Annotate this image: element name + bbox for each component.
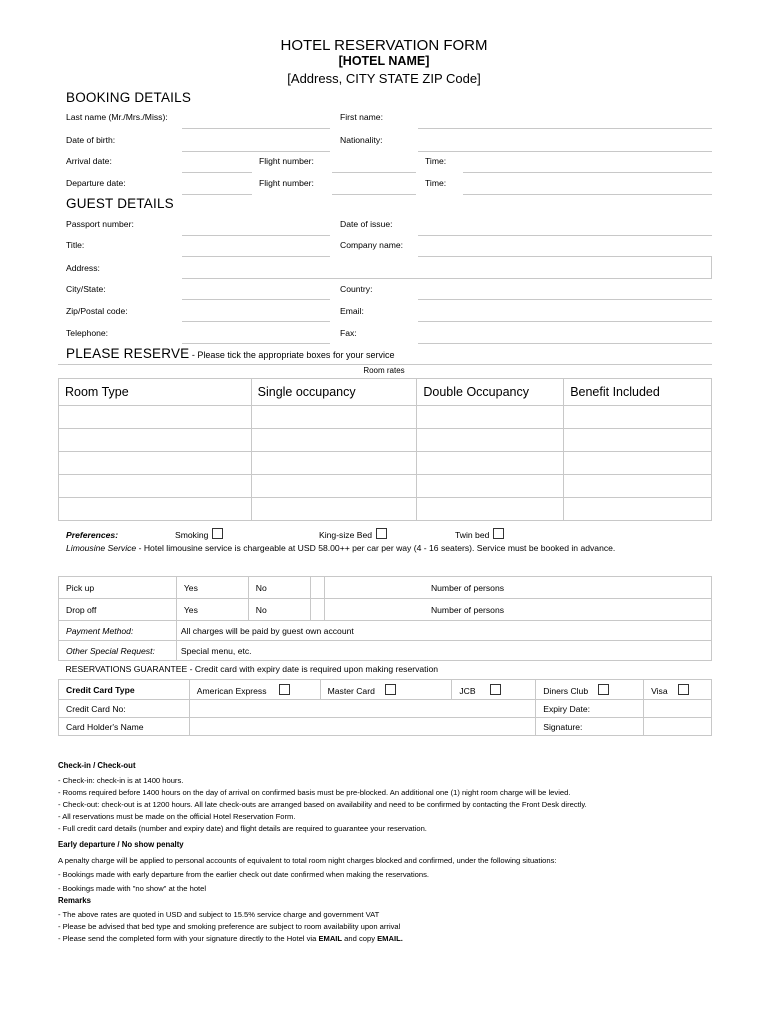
table-cell — [324, 599, 424, 621]
expiry-field[interactable] — [644, 700, 712, 718]
table-cell[interactable] — [59, 498, 252, 521]
limousine-label: Limousine Service — [66, 543, 137, 553]
pickup-no[interactable]: No — [248, 577, 310, 599]
please-reserve-note: - Please tick the appropriate boxes for your service — [189, 350, 395, 360]
penalty-note: A penalty charge will be applied to personal accounts of equivalent to total room night charges blocked and confirmed, under the following situations: — [58, 856, 557, 865]
credit-card-table — [58, 679, 712, 736]
card-holder-field[interactable] — [189, 718, 535, 736]
city-label: City/State: — [66, 284, 106, 294]
card-holder-label: Card Holder's Name — [59, 718, 190, 736]
table-cell[interactable] — [417, 498, 564, 521]
payment-row — [59, 621, 712, 641]
jcb-checkbox[interactable] — [490, 684, 501, 695]
mastercard-label: Master Card — [327, 685, 375, 696]
checkin-heading: Check-in / Check-out — [58, 761, 136, 770]
penalty-note: - Bookings made with early departure from the earlier check out date confirmed when making the reservations. — [58, 870, 430, 879]
arrival-time-field[interactable] — [463, 172, 712, 173]
card-type-label: Credit Card Type — [59, 680, 190, 700]
card-type-row — [59, 680, 712, 700]
diners-label: Diners Club — [543, 685, 589, 696]
smoking-option[interactable] — [175, 528, 223, 540]
first-name-field[interactable] — [418, 128, 712, 129]
table-cell[interactable] — [251, 406, 417, 429]
king-bed-label: King-size Bed — [319, 530, 373, 540]
jcb-option[interactable] — [452, 680, 536, 700]
table-cell[interactable] — [564, 475, 712, 498]
nationality-label: Nationality: — [340, 135, 383, 145]
card-number-label: Credit Card No: — [59, 700, 190, 718]
signature-field[interactable] — [644, 718, 712, 736]
table-cell[interactable] — [564, 406, 712, 429]
dropoff-no[interactable]: No — [248, 599, 310, 621]
remarks-final-note — [58, 933, 718, 945]
table-cell[interactable] — [59, 429, 252, 452]
remarks-note: - Please be advised that bed type and smoking preference are subject to room availability upon arrival — [58, 922, 401, 931]
card-number-field[interactable] — [189, 700, 535, 718]
diners-option[interactable] — [536, 680, 644, 700]
arrival-time-label: Time: — [425, 156, 447, 166]
arrival-flight-field[interactable] — [332, 172, 416, 173]
dropoff-row — [59, 599, 712, 621]
remarks-heading: Remarks — [58, 896, 91, 905]
table-cell[interactable] — [59, 406, 252, 429]
date-of-issue-label: Date of issue: — [340, 219, 393, 229]
table-cell — [310, 577, 324, 599]
table-cell[interactable] — [564, 452, 712, 475]
room-rates-header-row — [59, 379, 712, 406]
table-cell — [310, 599, 324, 621]
email-field[interactable] — [418, 321, 712, 322]
dropoff-yes[interactable]: Yes — [176, 599, 248, 621]
checkin-note: - Full credit card details (number and expiry date) and flight details are required to guarantee your reservation. — [58, 824, 427, 833]
special-request-value[interactable]: Special menu, etc. — [176, 641, 711, 661]
departure-time-label: Time: — [425, 178, 447, 188]
special-request-label: Other Special Request: — [59, 641, 177, 661]
table-cell[interactable] — [564, 498, 712, 521]
passport-field[interactable] — [182, 235, 330, 236]
amex-label: American Express — [196, 685, 267, 696]
checkin-note: - Rooms required before 1400 hours on the day of arrival on confirmed basis must be pre-blocked. An additional one (1) night room charge will be levied. — [58, 788, 571, 797]
table-cell[interactable] — [417, 406, 564, 429]
email-label: Email: — [340, 306, 364, 316]
table-cell[interactable] — [251, 498, 417, 521]
reserve-divider — [58, 364, 712, 365]
table-row — [59, 406, 712, 429]
company-label: Company name: — [340, 240, 404, 250]
special-request-row — [59, 641, 712, 661]
king-bed-checkbox[interactable] — [376, 528, 387, 539]
signature-label: Signature: — [536, 718, 644, 736]
table-row — [59, 475, 712, 498]
expiry-label: Expiry Date: — [536, 700, 644, 718]
transfer-table — [58, 576, 712, 678]
checkin-note: - Check-in: check-in is at 1400 hours. — [58, 776, 184, 785]
col-benefit-included: Benefit Included — [564, 379, 712, 406]
jcb-label: JCB — [459, 685, 476, 696]
booking-details-heading: BOOKING DETAILS — [66, 90, 192, 105]
terms-notes — [58, 760, 718, 945]
twin-bed-option[interactable] — [455, 528, 504, 540]
visa-option[interactable] — [644, 680, 712, 700]
amex-option[interactable] — [189, 680, 320, 700]
limousine-text: - Hotel limousine service is chargeable at USD 58.00++ per car per way (4 - 16 seaters). Service must be booked in advance. — [136, 543, 616, 553]
arrival-date-field[interactable] — [182, 172, 252, 173]
card-number-row — [59, 700, 712, 718]
zip-label: Zip/Postal code: — [66, 306, 128, 316]
twin-bed-label: Twin bed — [455, 530, 490, 540]
penalty-note: - Bookings made with "no show" at the hotel — [58, 884, 207, 893]
table-row — [59, 429, 712, 452]
dropoff-persons[interactable]: Number of persons — [424, 599, 712, 621]
diners-checkbox[interactable] — [598, 684, 609, 695]
form-title: HOTEL RESERVATION FORM — [280, 37, 488, 54]
final-note-text: and copy — [342, 934, 378, 943]
visa-label: Visa — [651, 685, 668, 696]
passport-label: Passport number: — [66, 219, 134, 229]
title-label: Title: — [66, 240, 85, 250]
card-holder-row — [59, 718, 712, 736]
king-bed-option[interactable] — [319, 528, 387, 540]
last-name-label: Last name (Mr./Mrs./Miss): — [66, 112, 168, 122]
table-cell[interactable] — [251, 475, 417, 498]
table-row — [59, 452, 712, 475]
table-cell[interactable] — [564, 429, 712, 452]
table-cell[interactable] — [417, 429, 564, 452]
guest-details-heading: GUEST DETAILS — [66, 196, 174, 211]
arrival-date-label: Arrival date: — [66, 156, 112, 166]
final-note-text: - Please send the completed form with your signature directly to the Hotel via — [58, 934, 319, 943]
checkin-note: - Check-out: check-out is at 1200 hours. All late check-outs are arranged based on availability and need to be confirmed by contacting the Front Desk directly. — [58, 800, 587, 809]
departure-time-field[interactable] — [463, 194, 712, 195]
departure-flight-field[interactable] — [332, 194, 416, 195]
pickup-label: Pick up — [59, 577, 177, 599]
departure-flight-label: Flight number: — [259, 178, 314, 188]
country-label: Country: — [340, 284, 373, 294]
table-cell[interactable] — [59, 452, 252, 475]
smoking-label: Smoking — [175, 530, 209, 540]
penalty-heading: Early departure / No show penalty — [58, 840, 184, 849]
mastercard-option[interactable] — [320, 680, 452, 700]
smoking-checkbox[interactable] — [212, 528, 223, 539]
col-double-occupancy: Double Occupancy — [417, 379, 564, 406]
pickup-persons[interactable]: Number of persons — [424, 577, 712, 599]
col-single-occupancy: Single occupancy — [251, 379, 417, 406]
preferences-label: Preferences: — [66, 530, 119, 540]
zip-field[interactable] — [182, 321, 330, 322]
company-field[interactable] — [418, 256, 712, 257]
hotel-name: [HOTEL NAME] — [338, 54, 430, 68]
dob-field[interactable] — [182, 151, 330, 152]
table-cell — [324, 577, 424, 599]
final-note-email: EMAIL. — [377, 934, 403, 943]
room-rates-table — [58, 378, 712, 521]
twin-bed-checkbox[interactable] — [493, 528, 504, 539]
table-cell[interactable] — [251, 452, 417, 475]
visa-checkbox[interactable] — [678, 684, 689, 695]
pickup-row — [59, 577, 712, 599]
room-rates-label: Room rates — [363, 366, 405, 375]
hotel-address: [Address, CITY STATE ZIP Code] — [287, 71, 481, 86]
address-field[interactable] — [182, 278, 712, 279]
telephone-label: Telephone: — [66, 328, 109, 338]
table-cell[interactable] — [59, 475, 252, 498]
departure-date-field[interactable] — [182, 194, 252, 195]
pickup-yes[interactable]: Yes — [176, 577, 248, 599]
please-reserve-row — [66, 345, 394, 363]
first-name-label: First name: — [340, 112, 383, 122]
dropoff-label: Drop off — [59, 599, 177, 621]
city-field[interactable] — [182, 299, 330, 300]
country-field[interactable] — [418, 299, 712, 300]
mastercard-checkbox[interactable] — [385, 684, 396, 695]
telephone-field[interactable] — [182, 343, 330, 344]
table-row — [59, 498, 712, 521]
guarantee-text: RESERVATIONS GUARANTEE - Credit card with expiry date is required upon making reservation — [65, 664, 439, 675]
payment-method-value[interactable]: All charges will be paid by guest own account — [176, 621, 711, 641]
nationality-field[interactable] — [418, 151, 712, 152]
amex-checkbox[interactable] — [279, 684, 290, 695]
departure-date-label: Departure date: — [66, 178, 126, 188]
address-field-edge — [711, 256, 712, 278]
fax-field[interactable] — [418, 343, 712, 344]
last-name-field[interactable] — [182, 128, 330, 129]
dob-label: Date of birth: — [66, 135, 116, 145]
guarantee-row — [59, 661, 712, 678]
remarks-note: - The above rates are quoted in USD and subject to 15.5% service charge and government VAT — [58, 910, 380, 919]
arrival-flight-label: Flight number: — [259, 156, 314, 166]
address-label: Address: — [66, 263, 100, 273]
payment-method-label: Payment Method: — [59, 621, 177, 641]
limousine-note — [66, 543, 615, 553]
table-cell[interactable] — [417, 475, 564, 498]
final-note-email: EMAIL — [318, 934, 343, 943]
checkin-note: - All reservations must be made on the official Hotel Reservation Form. — [58, 812, 296, 821]
fax-label: Fax: — [340, 328, 357, 338]
col-room-type: Room Type — [59, 379, 252, 406]
title-field[interactable] — [182, 256, 330, 257]
table-cell[interactable] — [251, 429, 417, 452]
please-reserve-heading: PLEASE RESERVE — [66, 346, 190, 361]
date-of-issue-field[interactable] — [418, 235, 712, 236]
table-cell[interactable] — [417, 452, 564, 475]
